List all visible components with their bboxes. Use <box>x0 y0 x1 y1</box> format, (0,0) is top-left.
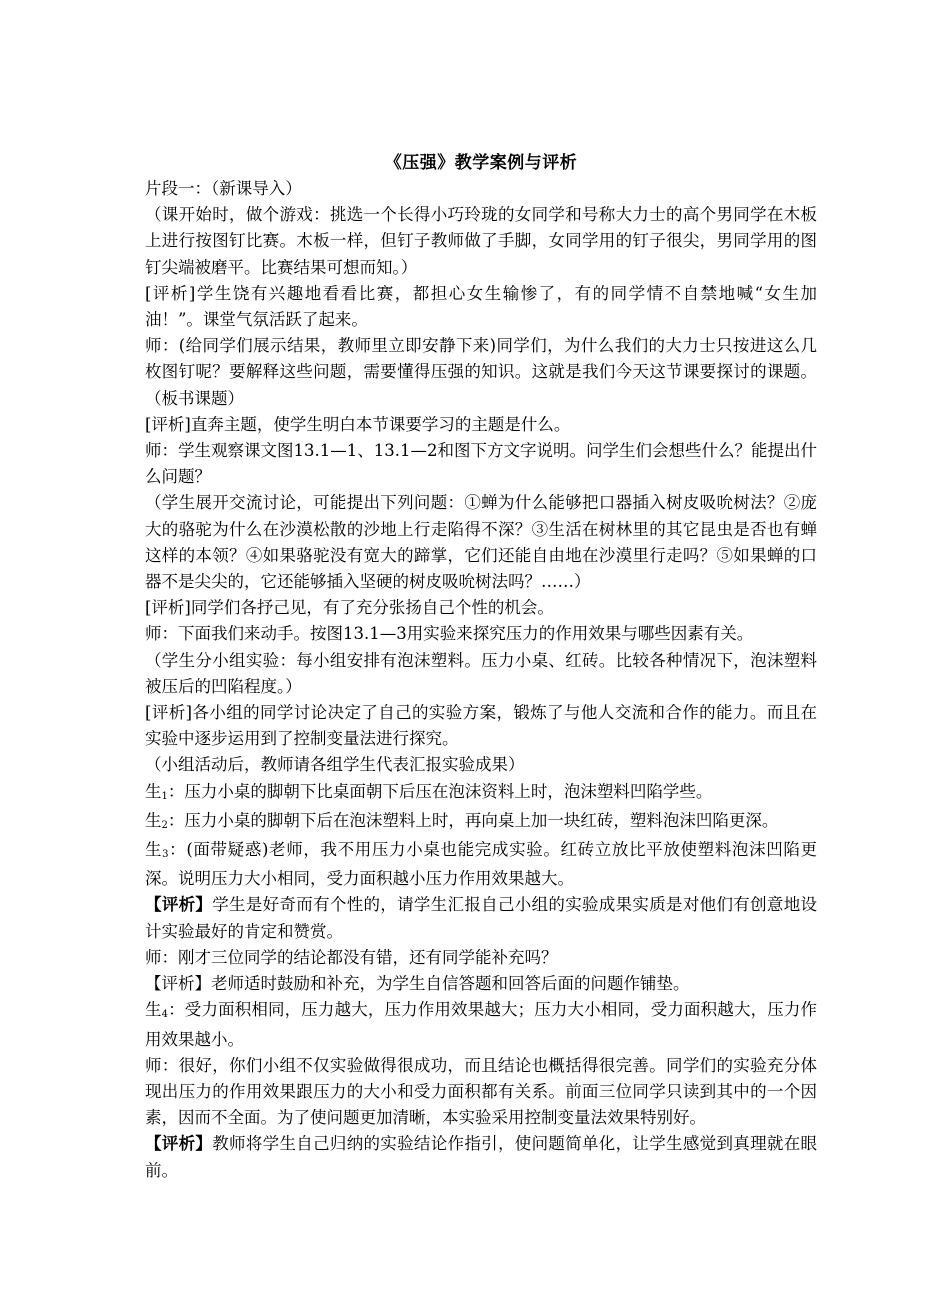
speaker-number: 1 <box>161 790 168 802</box>
paragraph-teacher-2: 师：学生观察课文图13.1—1、13.1—2和图下方文字说明。问学生们会想些什么？能提出什么问题？ <box>145 441 817 487</box>
paragraph-comment-6: 【评析】老师适时鼓励和补充，为学生自信答题和回答后面的问题作铺垫。 <box>145 974 690 994</box>
paragraph-teacher-5: 师：很好，你们小组不仅实验做得很成功，而且结论也概括得很完善。同学们的实验充分体现出压力的作用效果跟压力的大小和受力面积都有关系。前面三位同学只读到其中的一个因素，因而不全面。为了使问题更加清晰，本实验采用控制变量法效果特别好。 <box>145 1055 817 1128</box>
paragraph-comment-2: [评析]直奔主题，使学生明白本节课要学习的主题是什么。 <box>145 414 571 434</box>
comment-text: 学生是好奇而有个性的，请学生汇报自己小组的实验成果实质是对他们有创意地设计实验最好的肯定和赞赏。 <box>145 895 818 941</box>
paragraph-student-1 <box>145 779 817 808</box>
paragraph-comment-7 <box>145 1131 817 1183</box>
paragraph-comment-5 <box>145 892 817 944</box>
paragraph-student-3 <box>145 837 817 892</box>
paragraph-teacher-4: 师：刚才三位同学的结论都没有错，还有同学能补充吗？ <box>145 947 558 967</box>
paragraph-segment-heading: 片段一：（新课导入） <box>145 179 302 198</box>
paragraph-teacher-3: 师：下面我们来动手。按图13.1—3用实验来探究压力的作用效果与哪些因素有关。 <box>145 624 754 644</box>
paragraph-student-2 <box>145 808 817 837</box>
speaker-label: 生 <box>145 810 162 830</box>
comment-tag: 【评析】 <box>145 895 213 915</box>
speaker-text: ：受力面积相同，压力越大，压力作用效果越大；压力大小相同，受力面积越大，压力作用效果越小。 <box>145 1000 817 1049</box>
paragraph-comment-1: [评析]学生饶有兴趣地看看比赛，都担心女生输惨了，有的同学情不自禁地喊“女生加油！”。课堂气氛活跃了起来。 <box>145 283 817 330</box>
speaker-text: ：压力小桌的脚朝下后在泡沫塑料上时，再向桌上加一块红砖，塑料泡沫凹陷更深。 <box>167 810 779 830</box>
speaker-number: 4 <box>161 1009 169 1021</box>
speaker-label: 生 <box>145 1000 162 1020</box>
document-page <box>145 150 817 1184</box>
paragraph-student-discussion: （学生展开交流讨论，可能提出下列问题：①蝉为什么能够把口器插入树皮吸吮树法？②庞大的骆驼为什么在沙漠松散的沙地上行走陷得不深？③生活在树林里的其它昆虫是否也有蝉这样的本领？④如果骆驼没有宽大的蹄掌，它们还能自由地在沙漠里行走吗？⑤如果蝉的口器不是尖尖的，它还能够插入坚硬的树皮吸吮树法吗？……） <box>145 493 817 592</box>
paragraph-group-experiment: （学生分小组实验：每小组安排有泡沫塑料。压力小桌、红砖。比较各种情况下，泡沫塑料被压后的凹陷程度。） <box>145 650 817 696</box>
comment-tag: 【评析】 <box>145 1134 213 1154</box>
comment-text: 教师将学生自己归纳的实验结论作指引，使问题简单化，让学生感觉到真理就在眼前。 <box>145 1134 818 1180</box>
paragraph-student-4 <box>145 997 817 1052</box>
paragraph-game-description: （课开始时，做个游戏：挑选一个长得小巧玲珑的女同学和号称大力士的高个男同学在木板上进行按图钉比赛。木板一样，但钉子教师做了手脚，女同学用的钉子很尖，男同学用的图钉尖端被磨平。比赛结果可想而知。） <box>145 205 817 277</box>
speaker-text: ：压力小桌的脚朝下比桌面朝下后压在泡沫资料上时，泡沫塑料凹陷学些。 <box>167 781 713 801</box>
speaker-label: 生 <box>145 840 163 860</box>
speaker-number: 2 <box>161 819 168 831</box>
paragraph-comment-4: [评析]各小组的同学讨论决定了自己的实验方案，锻炼了与他人交流和合作的能力。而且在实验中逐步运用到了控制变量法进行探究。 <box>145 703 817 749</box>
speaker-text: ：(面带疑惑)老师，我不用压力小桌也能完成实验。红砖立放比平放使塑料泡沫凹陷更深。说明压力大小相同，受力面积越小压力作用效果越大。 <box>145 840 818 889</box>
speaker-label: 生 <box>145 781 162 801</box>
speaker-number: 3 <box>162 849 169 861</box>
paragraph-group-report: （小组活动后，教师请各组学生代表汇报实验成果） <box>145 755 525 775</box>
paragraph-comment-3: [评析]同学们各抒己见，有了充分张扬自己个性的机会。 <box>145 598 554 618</box>
paragraph-teacher-1: 师：(给同学们展示结果，教师里立即安静下来)同学们，为什么我们的大力士只按进这么几枚图钉呢？要解释这些问题，需要懂得压强的知识。这就是我们今天这节课要探讨的课题。（板书课题） <box>145 336 817 408</box>
document-title: 《压强》教学案例与评析 <box>384 153 578 173</box>
